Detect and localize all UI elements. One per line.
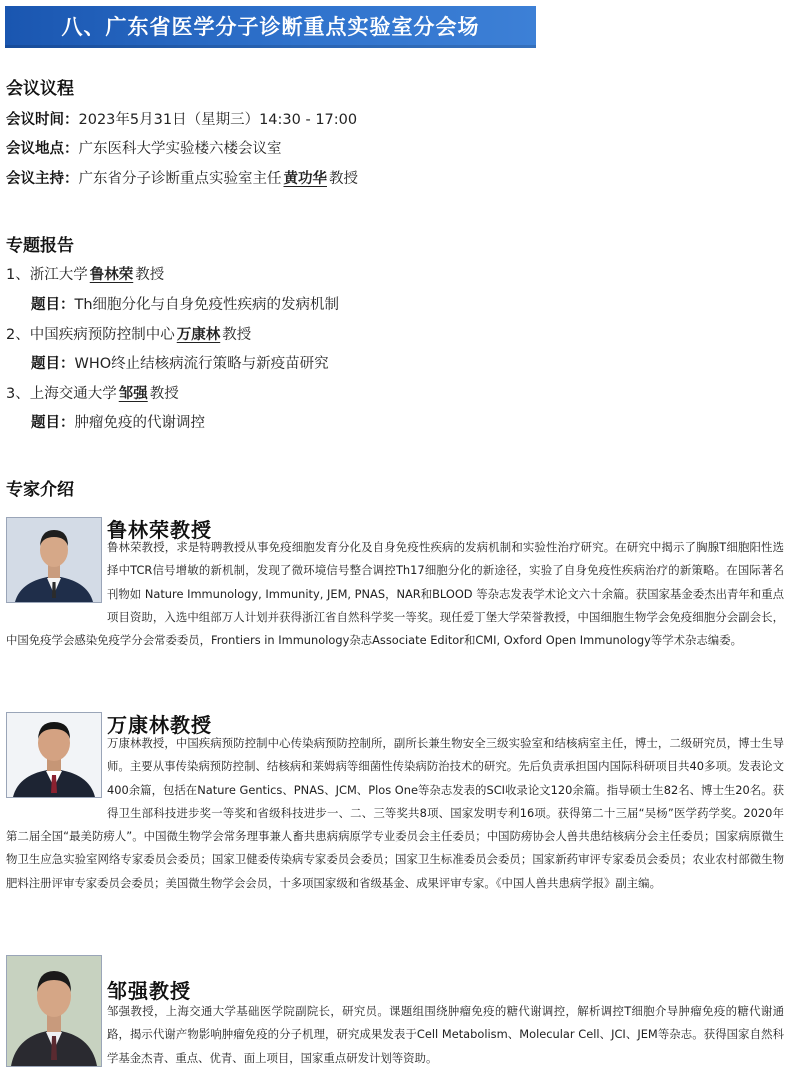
topic-label: 题目： — [31, 356, 75, 372]
report-speaker-title: 教授 — [149, 386, 179, 402]
report-topic — [31, 411, 205, 432]
expert-name: 万康林教授 — [107, 713, 212, 737]
expert-bio — [6, 1000, 784, 1070]
time-label: 会议时间： — [6, 112, 79, 128]
expert-bio-text: 邹强教授，上海交通大学基础医学院副院长，研究员。课题组围绕肿瘤免疫的糖代谢调控，解析调控T细胞介导肿瘤免疫的糖代谢通路，揭示代谢产物影响肿瘤免疫的分子机理，研究成果发表于Cell Metabolism、Molecular Cell、JCI、JEM等杂志。获得国家自然科学基金杰青、重点、优青、面上项目，国家重点研发计划等资助。 — [107, 1004, 784, 1065]
topic-label: 题目： — [31, 415, 75, 431]
report-speaker: 邹强 — [118, 386, 148, 402]
topic-text: WHO终止结核病流行策略与新疫苗研究 — [74, 356, 329, 372]
meeting-venue — [6, 137, 282, 158]
section-banner — [5, 6, 536, 48]
venue-label: 会议地点： — [6, 141, 79, 157]
host-suffix: 教授 — [329, 171, 358, 187]
report-org: 浙江大学 — [29, 267, 88, 283]
report-item — [6, 263, 164, 284]
venue-value: 广东医科大学实验楼六楼会议室 — [78, 141, 282, 157]
expert-bio-text: 万康林教授，中国疾病预防控制中心传染病预防控制所，副所长兼生物安全三级实验室和结核病室主任，博士，二级研究员，博士生导师。主要从事传染病预防控制、结核病和莱姆病等细菌性传染病防治技术的研究。先后负责承担国内国际科研项目共40多项。发表论文400余篇，包括在Nature Gentics、PNAS、JCM、Plos One等杂志发表的SCI收录论文120余篇。指导硕士生82名、博士生20名。获得卫生部科技进步奖一等奖和省级科技进步一、二、三等奖共8项、国家发明专利16项。获得第二十三届“吴杨”医学药学奖。2020年第二届全国“最美防痨人”。中国微生物学会常务理事兼人畜共患病病原学专业委员会主任委员；中国防痨协会人兽共患结核病分会主任委员；国家病原微生物卫生应急实验室网络专家委员会委员；国家卫健委传染病专家委员会委员；国家卫生标准委员会委员；国家新药审评专家委员会委员；农业农村部微生物肥料注册评审专家委员会委员；美国微生物学会会员，十多项国家级和省级基金、成果评审专家。《中国人兽共患病学报》副主编。 — [6, 736, 784, 890]
meeting-time — [6, 108, 357, 129]
banner-title: 八、广东省医学分子诊断重点实验室分会场 — [61, 15, 480, 39]
report-topic — [31, 293, 339, 314]
report-org: 上海交通大学 — [29, 386, 117, 402]
experts-heading: 专家介绍 — [6, 480, 74, 500]
expert-bio — [6, 536, 784, 652]
report-topic — [31, 352, 329, 373]
report-org: 中国疾病预防控制中心 — [29, 327, 175, 343]
topic-text: 肿瘤免疫的代谢调控 — [74, 415, 205, 431]
host-name: 黄功华 — [283, 171, 327, 187]
report-speaker: 万康林 — [176, 327, 221, 343]
expert-name: 邹强教授 — [107, 979, 191, 1003]
report-num: 1、 — [6, 267, 30, 283]
report-num: 3、 — [6, 386, 30, 402]
report-item — [6, 382, 179, 403]
expert-name: 鲁林荣教授 — [107, 518, 212, 542]
meeting-host — [6, 167, 358, 188]
topic-text: Th细胞分化与自身免疫性疾病的发病机制 — [74, 297, 340, 313]
time-value: 2023年5月31日（星期三）14:30 - 17:00 — [78, 112, 358, 128]
report-speaker-title: 教授 — [135, 267, 165, 283]
expert-bio — [6, 732, 784, 895]
report-num: 2、 — [6, 327, 30, 343]
report-item — [6, 323, 251, 344]
expert-bio-text: 鲁林荣教授，求是特聘教授从事免疫细胞发育分化及自身免疫性疾病的发病机制和实验性治疗研究。在研究中揭示了胸腺T细胞阳性选择中TCR信号增敏的新机制，发现了微环境信号整合调控Th17细胞分化的新途径，实验了自身免疫性疾病治疗的新策略。在国际著名刊物如 Nature Immunology, Immunity, JEM, PNAS，NAR和BLOOD 等杂志发表学术论文六十余篇。获国家基金委杰出青年和重点项目资助，入选中组部万人计划并获得浙江省自然科学奖一等奖。现任爱丁堡大学荣誉教授，中国细胞生物学会免疫细胞分会副会长，中国免疫学会感染免疫学分会常委委员，Frontiers in Immunology杂志Associate Editor和CMI, Oxford Open Immunology等学术杂志编委。 — [6, 540, 784, 648]
host-label: 会议主持： — [6, 171, 79, 187]
topic-label: 题目： — [31, 297, 75, 313]
report-speaker-title: 教授 — [222, 327, 252, 343]
reports-heading: 专题报告 — [6, 236, 74, 256]
agenda-heading: 会议议程 — [6, 79, 74, 99]
report-speaker: 鲁林荣 — [89, 267, 134, 283]
host-prefix: 广东省分子诊断重点实验室主任 — [78, 171, 282, 187]
